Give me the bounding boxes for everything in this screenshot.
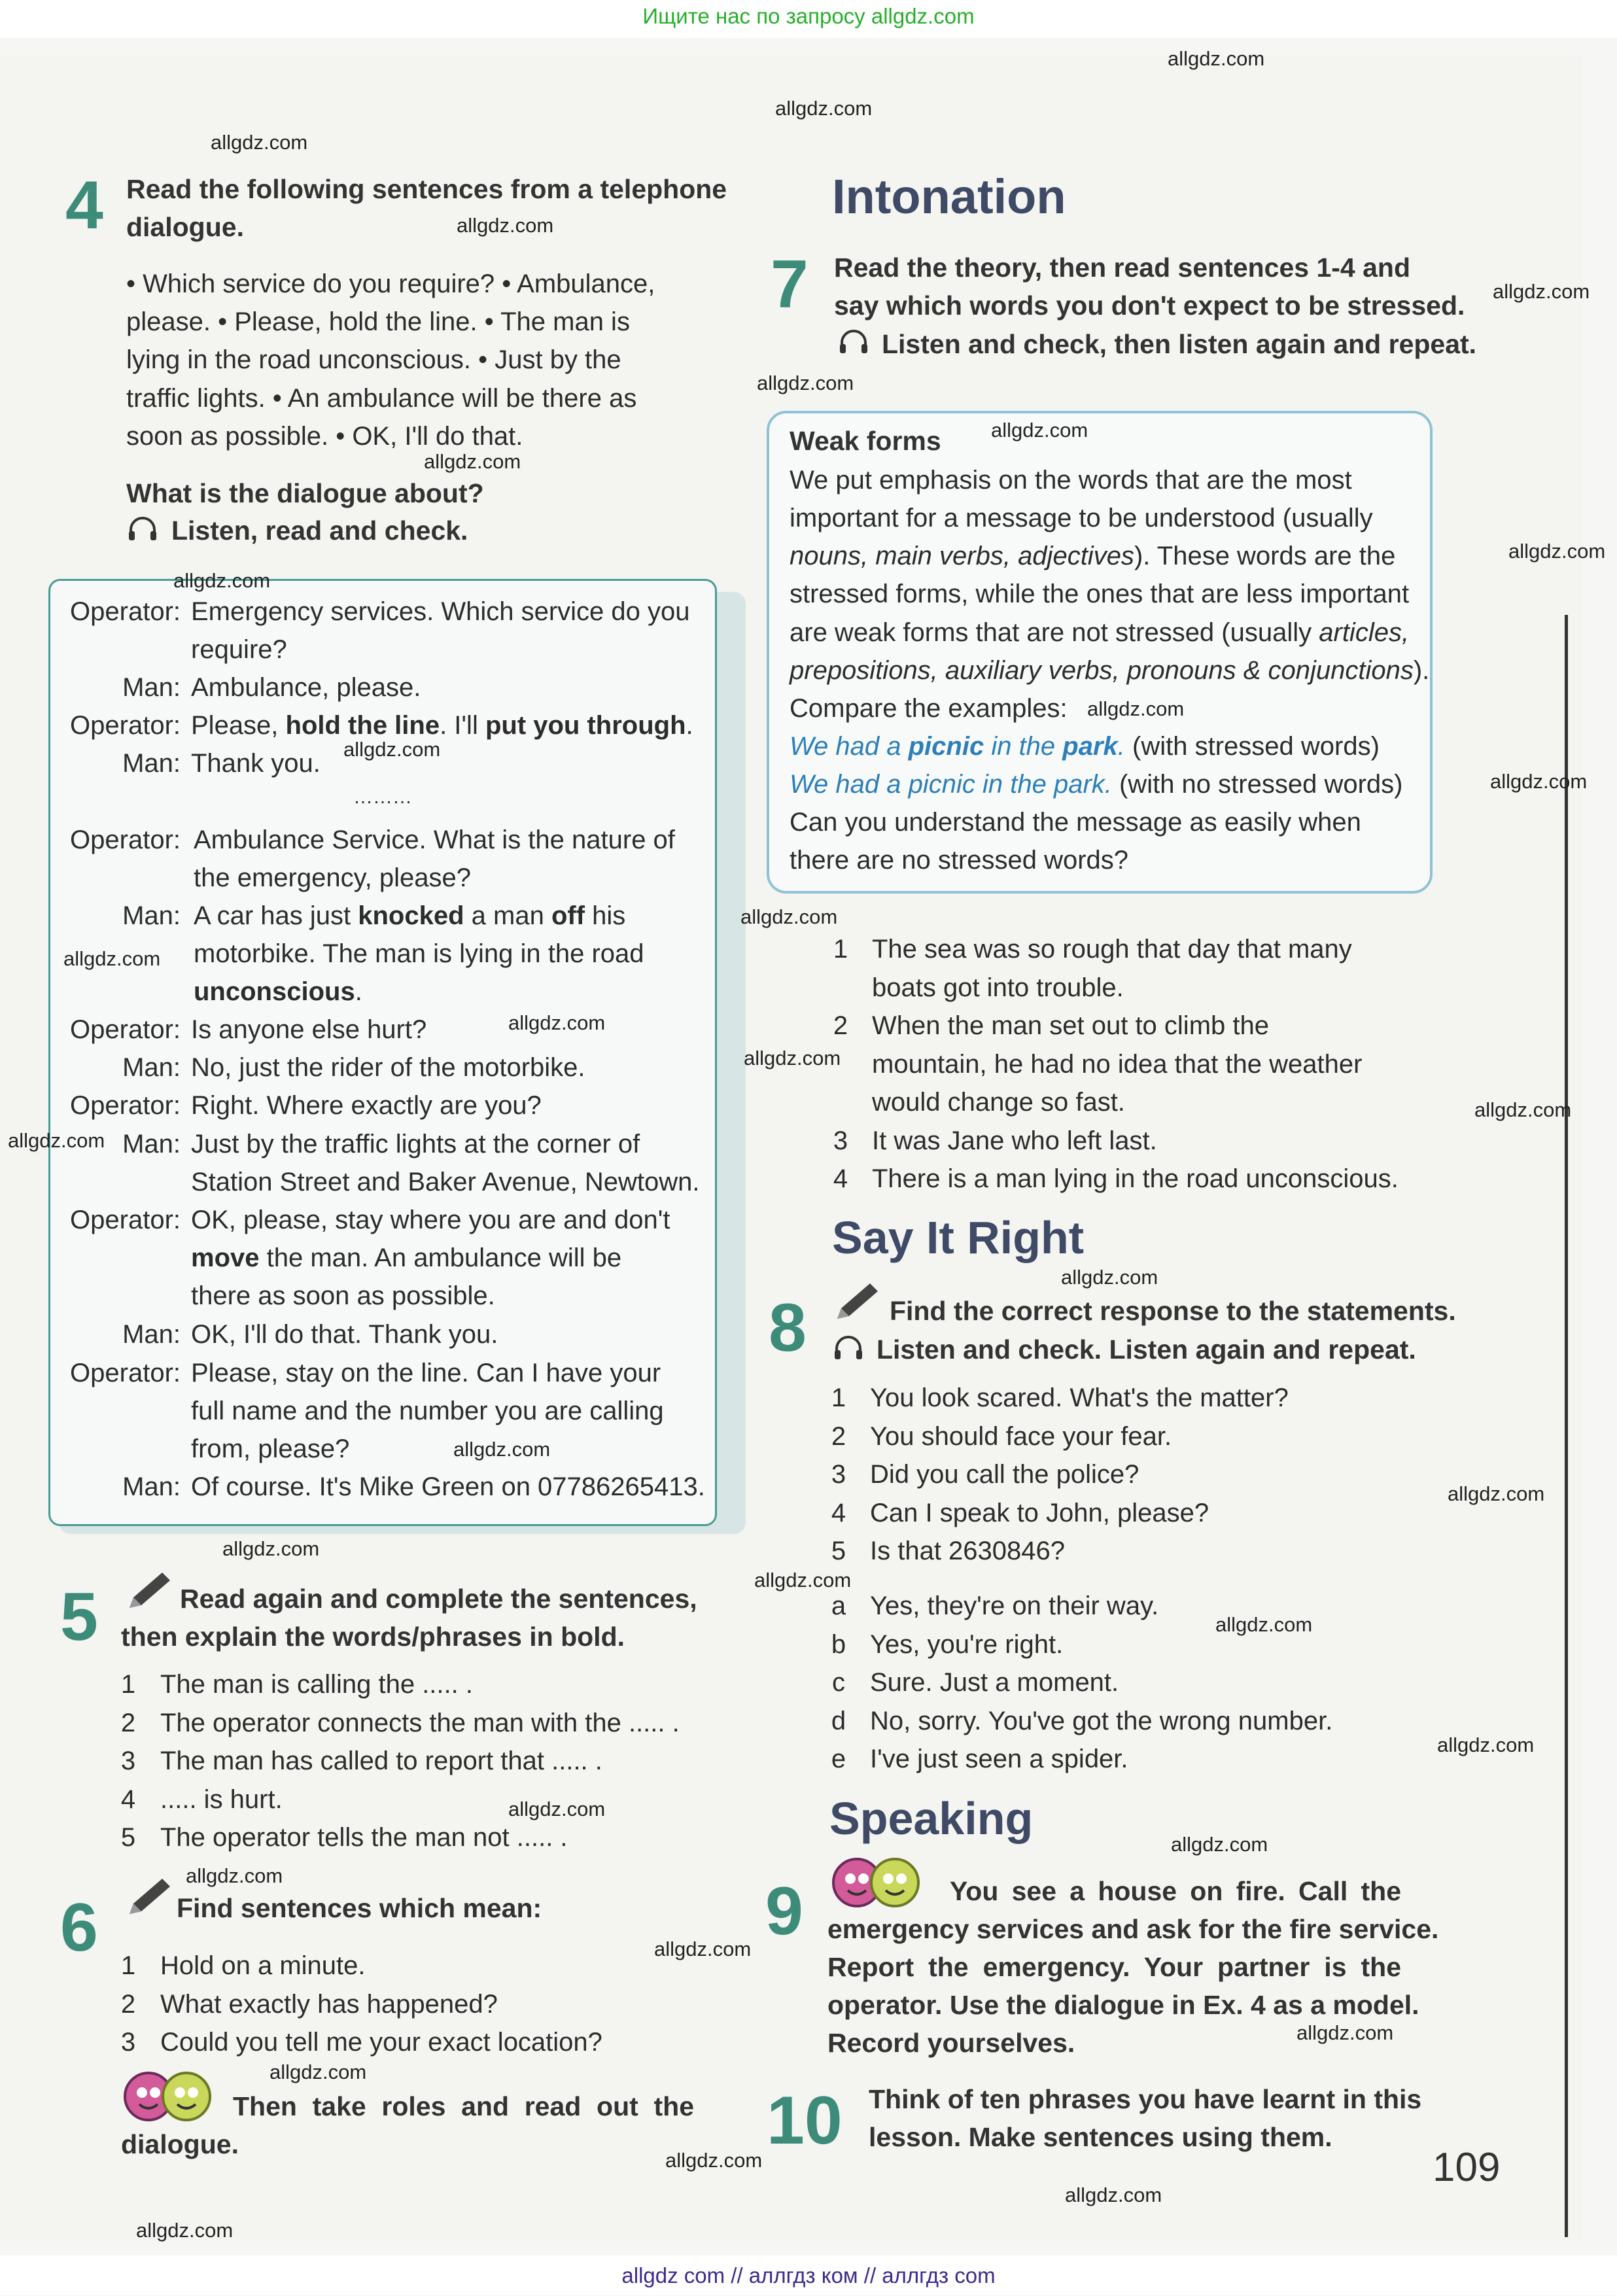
list-item: Is that 2630846? xyxy=(870,1537,1066,1565)
list-item: ..... is hurt. xyxy=(160,1784,283,1814)
speaker-operator: Operator: xyxy=(70,597,181,626)
ex7-listen: Listen and check, then listen again and repeat. xyxy=(882,329,1477,359)
list-item: would change so fast. xyxy=(872,1088,1125,1117)
ex9-line1: You see a house on fire. Call the xyxy=(950,1876,1401,1906)
list-item: I've just seen a spider. xyxy=(870,1745,1128,1773)
ex4-sentences-line5: soon as possible. • OK, I'll do that. xyxy=(126,422,523,451)
list-item: The man has called to report that ..... . xyxy=(160,1747,602,1775)
watermark-link[interactable]: allgdz.com xyxy=(1437,1733,1535,1756)
list-item: Can I speak to John, please? xyxy=(870,1498,1209,1527)
list-item-number: 3 xyxy=(831,1460,846,1489)
ex6-roles-line1: Then take roles and read out the xyxy=(233,2091,694,2121)
list-item-number: d xyxy=(831,1706,846,1735)
ex6-roles-line2: dialogue. xyxy=(121,2129,239,2159)
list-item: What exactly has happened? xyxy=(160,1989,498,2019)
dialogue-line: Please, hold the line. I'll put you through. xyxy=(191,711,693,740)
ex4-sentences-line1: • Which service do you require? • Ambulance, xyxy=(126,270,655,298)
dialogue-line: there as soon as possible. xyxy=(191,1281,495,1310)
say-it-right-title: Say It Right xyxy=(832,1212,1085,1263)
pair-work-faces-icon xyxy=(121,2070,216,2123)
watermark-link[interactable]: allgdz.com xyxy=(1215,1613,1313,1636)
ex9-line2: emergency services and ask for the fire service. xyxy=(827,1914,1439,1944)
list-item-number: 3 xyxy=(833,1126,848,1155)
ex4-question: What is the dialogue about? xyxy=(126,478,484,508)
ex4-sentences-line2: please. • Please, hold the line. • The man is xyxy=(126,307,630,336)
dialogue-line: No, just the rider of the motorbike. xyxy=(191,1053,585,1082)
theory-text: Compare the examples: xyxy=(790,694,1068,723)
dialogue-line: OK, please, stay where you are and don't xyxy=(191,1206,670,1234)
list-item-number: 4 xyxy=(831,1498,846,1527)
watermark-link[interactable]: allgdz.com xyxy=(1448,1482,1545,1505)
speaker-man: Man: xyxy=(122,673,181,702)
top-banner[interactable]: Ищите нас по запросу allgdz.com xyxy=(0,0,1617,38)
list-item-number: 1 xyxy=(120,1670,136,1699)
dialogue-line: Ambulance, please. xyxy=(191,673,421,702)
watermark-link[interactable]: allgdz.com xyxy=(186,1864,283,1887)
watermark-link[interactable]: allgdz.com xyxy=(665,2149,763,2172)
bottom-banner[interactable]: allgdz com // аллгдз ком // аллгдз com xyxy=(0,2255,1617,2295)
watermark-link[interactable]: allgdz.com xyxy=(222,1537,320,1560)
pencil-icon xyxy=(124,1876,173,1918)
list-item: You should face your fear. xyxy=(870,1421,1172,1451)
dialogue-line: Just by the traffic lights at the corner of xyxy=(191,1130,640,1158)
list-item-number: 2 xyxy=(120,1989,136,2019)
dialogue-line: unconscious. xyxy=(194,977,362,1006)
exercise-5-number: 5 xyxy=(60,1579,98,1655)
example-unstressed: We had a picnic in the park. (with no stressed words) xyxy=(790,770,1403,799)
list-item: When the man set out to climb the xyxy=(872,1011,1269,1040)
theory-text: there are no stressed words? xyxy=(790,846,1129,875)
ex4-listen: Listen, read and check. xyxy=(171,515,468,546)
list-item: It was Jane who left last. xyxy=(872,1126,1157,1155)
list-item: Did you call the police? xyxy=(870,1460,1139,1489)
ex5-instruction-line1: Read again and complete the sentences, xyxy=(180,1584,697,1614)
theory-text: stressed forms, while the ones that are less important xyxy=(790,580,1410,608)
dialogue-line: move the man. An ambulance will be xyxy=(191,1244,622,1272)
speaker-operator: Operator: xyxy=(70,826,181,854)
list-item-number: 2 xyxy=(831,1421,846,1451)
list-item: Could you tell me your exact location? xyxy=(160,2028,602,2057)
list-item-number: a xyxy=(831,1592,846,1620)
watermark-link[interactable]: allgdz.com xyxy=(740,905,838,928)
speaker-operator: Operator: xyxy=(70,1091,181,1120)
ex9-line3: Report the emergency. Your partner is the xyxy=(827,1952,1401,1982)
watermark-link[interactable]: allgdz.com xyxy=(173,569,271,592)
theory-text: are weak forms that are not stressed (usually articles, xyxy=(790,618,1410,647)
dialogue-line: Ambulance Service. What is the nature of xyxy=(194,826,675,854)
watermark-link[interactable]: allgdz.com xyxy=(1061,1266,1158,1289)
ex7-instruction-line1: Read the theory, then read sentences 1-4 and xyxy=(834,252,1410,283)
watermark-link[interactable]: allgdz.com xyxy=(343,738,441,761)
watermark-link[interactable]: allgdz.com xyxy=(508,1011,606,1034)
list-item: Yes, they're on their way. xyxy=(870,1592,1159,1620)
ex4-sentences-line4: traffic lights. • An ambulance will be there as xyxy=(126,384,637,413)
speaker-operator: Operator: xyxy=(70,1206,181,1234)
speaker-operator: Operator: xyxy=(70,711,181,740)
exercise-7-number: 7 xyxy=(771,247,808,322)
dialogue-line: motorbike. The man is lying in the road xyxy=(194,939,644,968)
list-item: The man is calling the ..... . xyxy=(160,1670,473,1699)
theory-title: Weak forms xyxy=(790,426,941,456)
watermark-link[interactable]: allgdz.com xyxy=(63,947,161,970)
exercise-8-number: 8 xyxy=(769,1290,807,1366)
list-item: You look scared. What's the matter? xyxy=(870,1383,1289,1412)
pencil-icon xyxy=(832,1281,880,1323)
list-item-number: 4 xyxy=(833,1164,848,1193)
watermark-link[interactable]: allgdz.com xyxy=(1490,770,1588,793)
watermark-link[interactable]: allgdz.com xyxy=(453,1438,551,1461)
watermark-link[interactable]: allgdz.com xyxy=(654,1938,752,1960)
list-item: No, sorry. You've got the wrong number. xyxy=(870,1706,1333,1735)
headphones-icon xyxy=(839,328,869,355)
ex8-instruction: Find the correct response to the statements. xyxy=(890,1296,1456,1326)
list-item-number: 1 xyxy=(831,1383,846,1412)
speaking-title: Speaking xyxy=(829,1793,1034,1844)
speaker-man: Man: xyxy=(122,749,181,778)
list-item-number: 5 xyxy=(831,1537,846,1565)
list-item: boats got into trouble. xyxy=(872,973,1124,1002)
watermark-link[interactable]: allgdz.com xyxy=(744,1047,841,1070)
watermark-link[interactable]: allgdz.com xyxy=(508,1798,606,1820)
exercise-4-number: 4 xyxy=(65,167,103,243)
watermark-link[interactable]: allgdz.com xyxy=(1171,1833,1268,1856)
list-item: The operator connects the man with the ..... . xyxy=(160,1708,680,1737)
list-item-number: 1 xyxy=(833,935,848,964)
dialogue-line: Is anyone else hurt? xyxy=(191,1015,427,1044)
list-item: Yes, you're right. xyxy=(870,1629,1064,1659)
watermark-link[interactable]: allgdz.com xyxy=(270,2061,367,2083)
watermark-link[interactable]: allgdz.com xyxy=(211,131,308,154)
watermark-link[interactable]: allgdz.com xyxy=(1493,280,1590,303)
dialogue-line: Of course. It's Mike Green on 07786265413. xyxy=(191,1472,705,1501)
dialogue-ellipsis: ……… xyxy=(353,786,412,808)
list-item-number: c xyxy=(832,1668,845,1697)
dialogue-line: Right. Where exactly are you? xyxy=(191,1091,542,1120)
ex4-sentences-line3: lying in the road unconscious. • Just by the xyxy=(126,345,621,374)
list-item: Hold on a minute. xyxy=(160,1951,366,1980)
dialogue-line: Please, stay on the line. Can I have your xyxy=(191,1359,661,1387)
theory-text: nouns, main verbs, adjectives). These words are the xyxy=(790,542,1396,570)
list-item-number: 3 xyxy=(120,2028,136,2057)
speaker-operator: Operator: xyxy=(70,1359,181,1387)
speaker-man: Man: xyxy=(122,1053,181,1082)
headphones-icon xyxy=(128,515,158,542)
ex9-line5: Record yourselves. xyxy=(827,2028,1075,2058)
headphones-icon xyxy=(833,1334,863,1361)
list-item: The sea was so rough that day that many xyxy=(872,935,1352,964)
intonation-title: Intonation xyxy=(832,169,1066,224)
page-edge-line xyxy=(1565,615,1568,2237)
list-item-number: 5 xyxy=(120,1823,136,1852)
example-stressed: We had a picnic in the park. (with stressed words) xyxy=(790,732,1380,761)
list-item-number: e xyxy=(831,1745,846,1773)
speaker-man: Man: xyxy=(122,1472,181,1501)
watermark-link[interactable]: allgdz.com xyxy=(991,419,1088,442)
ex5-instruction-line2: then explain the words/phrases in bold. xyxy=(121,1622,625,1652)
theory-text: We put emphasis on the words that are the most xyxy=(790,466,1352,495)
watermark-link[interactable]: allgdz.com xyxy=(8,1129,105,1152)
theory-text: Can you understand the message as easily when xyxy=(790,808,1361,837)
list-item: Sure. Just a moment. xyxy=(870,1668,1119,1697)
dialogue-line: Station Street and Baker Avenue, Newtown. xyxy=(191,1168,700,1196)
ex9-line4: operator. Use the dialogue in Ex. 4 as a model. xyxy=(827,1990,1419,2020)
speaker-man: Man: xyxy=(122,1320,181,1349)
watermark-link[interactable]: allgdz.com xyxy=(1087,697,1185,720)
dialogue-line: Thank you. xyxy=(191,749,321,778)
ex4-instruction-line2: dialogue. xyxy=(126,212,244,242)
exercise-9-number: 9 xyxy=(765,1873,803,1949)
dialogue-line: from, please? xyxy=(191,1435,350,1463)
exercise-6-number: 6 xyxy=(60,1890,98,1966)
list-item-number: b xyxy=(831,1629,846,1659)
list-item-number: 2 xyxy=(833,1011,848,1040)
ex8-listen: Listen and check. Listen again and repeat. xyxy=(877,1334,1416,1365)
theory-text: prepositions, auxiliary verbs, pronouns & conjunctions). xyxy=(790,656,1430,685)
dialogue-line: OK, I'll do that. Thank you. xyxy=(191,1320,498,1349)
dialogue-line: Emergency services. Which service do you xyxy=(191,597,690,626)
ex6-instruction: Find sentences which mean: xyxy=(177,1893,542,1923)
pair-work-faces-icon xyxy=(829,1856,924,1909)
exercise-10-number: 10 xyxy=(767,2083,843,2159)
dialogue-line: A car has just knocked a man off his xyxy=(194,901,626,930)
watermark-link[interactable]: allgdz.com xyxy=(1065,2183,1162,2206)
watermark-link[interactable]: allgdz.com xyxy=(775,97,873,120)
theory-text: important for a message to be understood (usually xyxy=(790,504,1373,532)
watermark-link[interactable]: allgdz.com xyxy=(1168,47,1265,70)
pencil-icon xyxy=(124,1570,173,1612)
speaker-man: Man: xyxy=(122,901,181,930)
speaker-man: Man: xyxy=(122,1130,181,1158)
watermark-link[interactable]: allgdz.com xyxy=(757,372,854,394)
list-item-number: 2 xyxy=(120,1708,136,1737)
ex7-instruction-line2: say which words you don't expect to be stressed. xyxy=(834,290,1465,321)
dialogue-line: require? xyxy=(191,635,287,664)
watermark-link[interactable]: allgdz.com xyxy=(1508,540,1606,563)
watermark-link[interactable]: allgdz.com xyxy=(1296,2021,1394,2044)
list-item: The operator tells the man not ..... . xyxy=(160,1823,568,1852)
watermark-link[interactable]: allgdz.com xyxy=(457,214,554,237)
list-item: mountain, he had no idea that the weather xyxy=(872,1049,1363,1079)
watermark-link[interactable]: allgdz.com xyxy=(136,2219,234,2242)
list-item-number: 3 xyxy=(120,1747,136,1775)
list-item: There is a man lying in the road unconscious. xyxy=(872,1164,1399,1193)
dialogue-line: the emergency, please? xyxy=(194,863,471,892)
list-item-number: 1 xyxy=(120,1951,136,1980)
ex4-instruction-line1: Read the following sentences from a telephone xyxy=(126,174,727,204)
speaker-operator: Operator: xyxy=(70,1015,181,1044)
list-item-number: 4 xyxy=(120,1784,136,1814)
watermark-link[interactable]: allgdz.com xyxy=(1474,1098,1572,1121)
dialogue-line: full name and the number you are calling xyxy=(191,1397,664,1425)
ex10-line2: lesson. Make sentences using them. xyxy=(869,2122,1332,2152)
ex10-line1: Think of ten phrases you have learnt in this xyxy=(869,2084,1422,2114)
watermark-link[interactable]: allgdz.com xyxy=(754,1569,852,1592)
watermark-link[interactable]: allgdz.com xyxy=(424,450,521,473)
page-number: 109 xyxy=(1433,2145,1501,2190)
